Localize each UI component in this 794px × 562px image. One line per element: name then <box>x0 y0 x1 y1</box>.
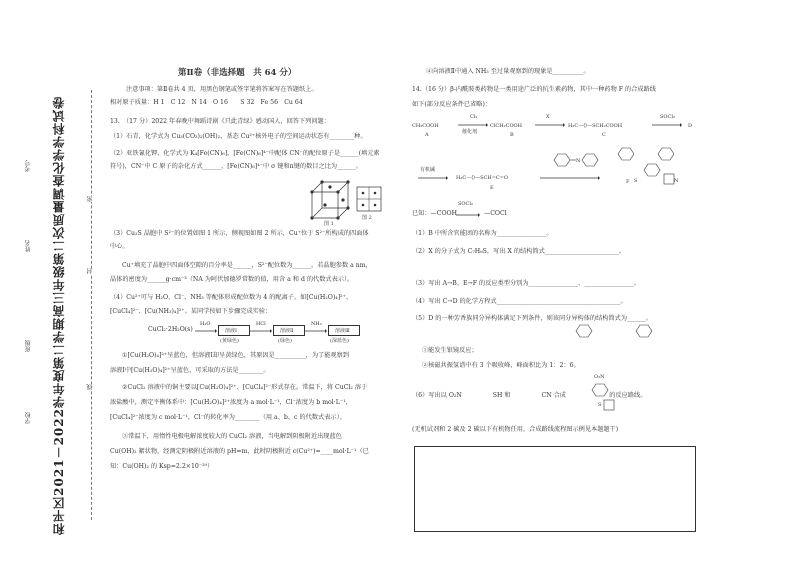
q13-part4a: （4）Cu²⁺可与 H₂O、Cl⁻、NH₃ 等配体形成配位数为 4 的配离子，如[Cu(H₂O)₄]²⁺、 <box>110 294 353 301</box>
name-label: 姓名 <box>25 240 32 252</box>
q13-sub2b: 浓盐酸中，测定平衡体系中：[Cu(H₂O)₄]²⁺浓度为 a mol·L⁻¹，Cl⁻浓度为 b mol·L⁻¹， <box>110 399 352 406</box>
q13-sub1b: 溶液Ⅰ中[Cu(H₂O)₄]²⁺呈蓝色，可采取的方法是________。 <box>110 367 270 374</box>
compound-B-label: B <box>510 132 514 138</box>
q13-part3c: Cu⁺填充了晶胞中四面体空隙的百分率是______，S²⁻配位数为______。若晶胞参数 a nm， <box>122 262 372 269</box>
exam-number-label: 考号 <box>25 160 32 172</box>
seal-mark-1: 密 <box>87 196 94 202</box>
atomic-mass: 相对原子质量：H 1 C 12 N 14 O 16 S 32 Fe 56 Cu 64 <box>110 99 303 106</box>
flow-solution-1: 溶液Ⅰ <box>218 325 250 336</box>
q14-part4: （4）写出 C→D 的化学方程式________________________________________。 <box>412 298 627 305</box>
q13-part4b: [CuCl₄]²⁻、[Cu(NH₃)₄]²⁺。某同学按如下步骤完成实验： <box>110 308 272 315</box>
compound-F-structure <box>612 146 684 190</box>
flow-solution-3: 溶液Ⅲ <box>328 325 360 336</box>
flow-arrow-1 <box>195 329 217 335</box>
q13-sub3b: Cu(OH)₂ 絮状物，经测定阴极附近溶液的 pH=m，此时阴极附近 c(Cu²⁺)=____mol·L⁻¹（已 <box>110 448 369 455</box>
instructions: 注意事项：第Ⅱ卷共 4 页，用黑色钢笔或签字笔将答案写在答题纸上。 <box>126 86 318 93</box>
flow-arrow-2 <box>250 329 272 335</box>
q14-part6: （6）写出以 O₂N SH 和 CN 合成 的反应路线。 <box>412 392 647 399</box>
q14-part1: （1）B 中所含官能团的名称为________________。 <box>412 230 553 237</box>
figure-2-caption: 图 2 <box>362 215 372 221</box>
crystal-side-view-figure-2 <box>356 186 382 212</box>
q13-part3b: 中心。 <box>110 243 129 250</box>
svg-text:N: N <box>576 158 581 164</box>
imine-reagent-structure <box>548 152 598 168</box>
binding-line <box>91 90 92 520</box>
compound-C-label: C <box>602 132 606 138</box>
q13-part1: （1）石青，化学式为 Cu₃(CO₃)₂(OH)₂，基态 Cu²⁺核外电子的空间运动状态有________种。 <box>110 133 367 140</box>
q13-part2a: （2）亚铁氰化钾，化学式为 K₄[Fe(CN)₆]，[Fe(CN)₆]⁴⁻中配体 CN⁻的配位原子是______(填元素 <box>110 150 380 157</box>
reagent-catalyst: 催化剂 <box>462 129 478 135</box>
compound-F-label: F <box>626 179 630 185</box>
q13-sub3c: 知：Cu(OH)₂ 的 Ksp=2.2×10⁻²⁰） <box>110 463 214 470</box>
q13-sub1a: ①[Cu(H₂O)₄]²⁺呈蓝色，但溶液Ⅰ却呈黄绿色，其原因是__________，为了能观察到 <box>122 352 349 359</box>
q14-note: (无机试剂和 2 碳及 2 碳以下有机物任用，合成路线流程图示例见本题题干) <box>412 426 619 433</box>
known-arrow <box>456 213 480 219</box>
reagent-socl2: SOCl₂ <box>660 114 675 120</box>
q13-part3d: 晶体的密度为______g·cm⁻³（NA 为阿伏加德罗常数的值，用含 a 和 d 的代数式表示）。 <box>110 276 354 283</box>
q14-part2: （2）X 的分子式为 C₇H₈S，写出 X 的结构简式________________________。 <box>412 248 626 255</box>
flow-color-1: (黄绿色) <box>220 338 239 344</box>
known-a: 已知：—COOH <box>412 210 458 217</box>
compound-D: D <box>688 123 693 129</box>
known-b: —COCl <box>484 210 507 217</box>
compound-E-label: E <box>490 185 494 191</box>
q14-part5: （5）D 的一种芳香族同分异构体满足下列条件，则该同分异构体的结构简式为______。 <box>412 315 652 322</box>
figure-1-caption: 图 1 <box>324 221 334 227</box>
q13-part3a: （3）Cu₂S 晶胞中 S²⁻的位置如图 1 所示，侧视图如图 2 所示，Cu⁺位于 S²⁻所构成的四面体 <box>110 230 369 237</box>
arrow-c-d <box>652 123 682 129</box>
compound-B: ClCH₂COOH <box>490 123 522 129</box>
q13-sub2c: [CuCl₄]²⁻浓度为 c mol·L⁻¹，Cl⁻的转化率为________（用 a、b、c 的代数式表示）。 <box>110 414 346 421</box>
q14-condition-2: ②核磁共振氢谱中有 3 个吸收峰，峰面积比为 1：2：6。 <box>422 362 580 369</box>
q14-condition-1: ①能发生银镜反应； <box>422 347 478 354</box>
svg-text:N: N <box>674 178 679 184</box>
flow-color-2: (绿色) <box>278 338 292 344</box>
compound-C: H₃C—⟨⟩—SCH₂COOH <box>568 123 623 129</box>
flow-reagent-1: H₂O <box>200 321 211 327</box>
section-title: 第Ⅱ卷（非选择题 共 64 分） <box>178 68 297 78</box>
q14-stem-b: 如下(部分反应条件已省略)： <box>412 101 492 108</box>
reagent-x: X <box>546 114 550 120</box>
known-reagent: SOCl₂ <box>458 201 473 207</box>
q14-stem-a: 14.（16 分）β-内酰胺类药物是一类用途广泛的抗生素药物，其中一种药物 F 的合成路线 <box>412 86 656 93</box>
target-structure <box>584 372 624 416</box>
school-label: 学校 <box>25 412 32 424</box>
reagent-organic-base: 有机碱 <box>420 167 436 173</box>
q13-sub2a: ②CuCl₂ 溶液中的铜主要以[Cu(H₂O)₄]²⁺、[CuCl₄]²⁻形式存在。常温下，将 CuCl₂ 溶于 <box>122 384 368 391</box>
flow-arrow-3 <box>305 329 327 335</box>
arrow-b-c <box>535 123 565 129</box>
flow-color-3: (深蓝色) <box>330 338 349 344</box>
answer-box[interactable] <box>414 446 696 532</box>
q14-part3: （3）写出 A→B、E→F 的反应类型分别为________________、________________。 <box>412 280 640 287</box>
q13-sub4: ④向溶液Ⅱ中通入 NH₃ 至过量观察到的现象是__________。 <box>426 68 590 75</box>
svg-text:O₂N: O₂N <box>594 374 605 380</box>
seal-mark-2: 封 <box>87 268 94 274</box>
flow-reagent-3: NH₃ <box>311 321 322 327</box>
isomer-hint-rings <box>560 323 670 339</box>
q13-sub3a: ③常温下，用惰性电极电解浓度较大的 CuCl₂ 溶液，当电解到阴极附近出现蓝色 <box>122 433 342 440</box>
class-label: 班级 <box>25 340 32 352</box>
q13-stem: 13. （17 分）2022 年春晚中舞蹈诗剧《只此青绿》感动国人，回答下列问题： <box>110 118 330 125</box>
flow-reagent-2: HCl <box>256 321 266 327</box>
arrow-e-f <box>540 176 600 182</box>
compound-A: CH₃COOH <box>412 123 439 129</box>
compound-E: H₃C—⟨⟩—SCH=C=O <box>456 175 509 181</box>
exam-title-vertical: 和平区2021－2022学年度第二学期高三年级第二次质量调查化学学科试卷 <box>52 96 66 535</box>
flow-start: CuCl₂·2H₂O(s) <box>148 326 193 333</box>
q13-part2b: 符号)，CN⁻中 C 原子的杂化方式______，[Fe(CN)₆]⁴⁻中 σ 键和π键的数目之比为______。 <box>110 163 362 170</box>
svg-text:S: S <box>634 178 638 184</box>
reagent-cl2: Cl₂ <box>470 114 478 120</box>
seal-mark-3: 线 <box>87 384 94 390</box>
crystal-cell-figure-1 <box>310 180 352 220</box>
compound-A-label: A <box>425 132 429 138</box>
svg-text:S: S <box>598 402 602 408</box>
arrow-d-e <box>418 176 448 182</box>
flow-solution-2: 溶液Ⅱ <box>273 325 305 336</box>
